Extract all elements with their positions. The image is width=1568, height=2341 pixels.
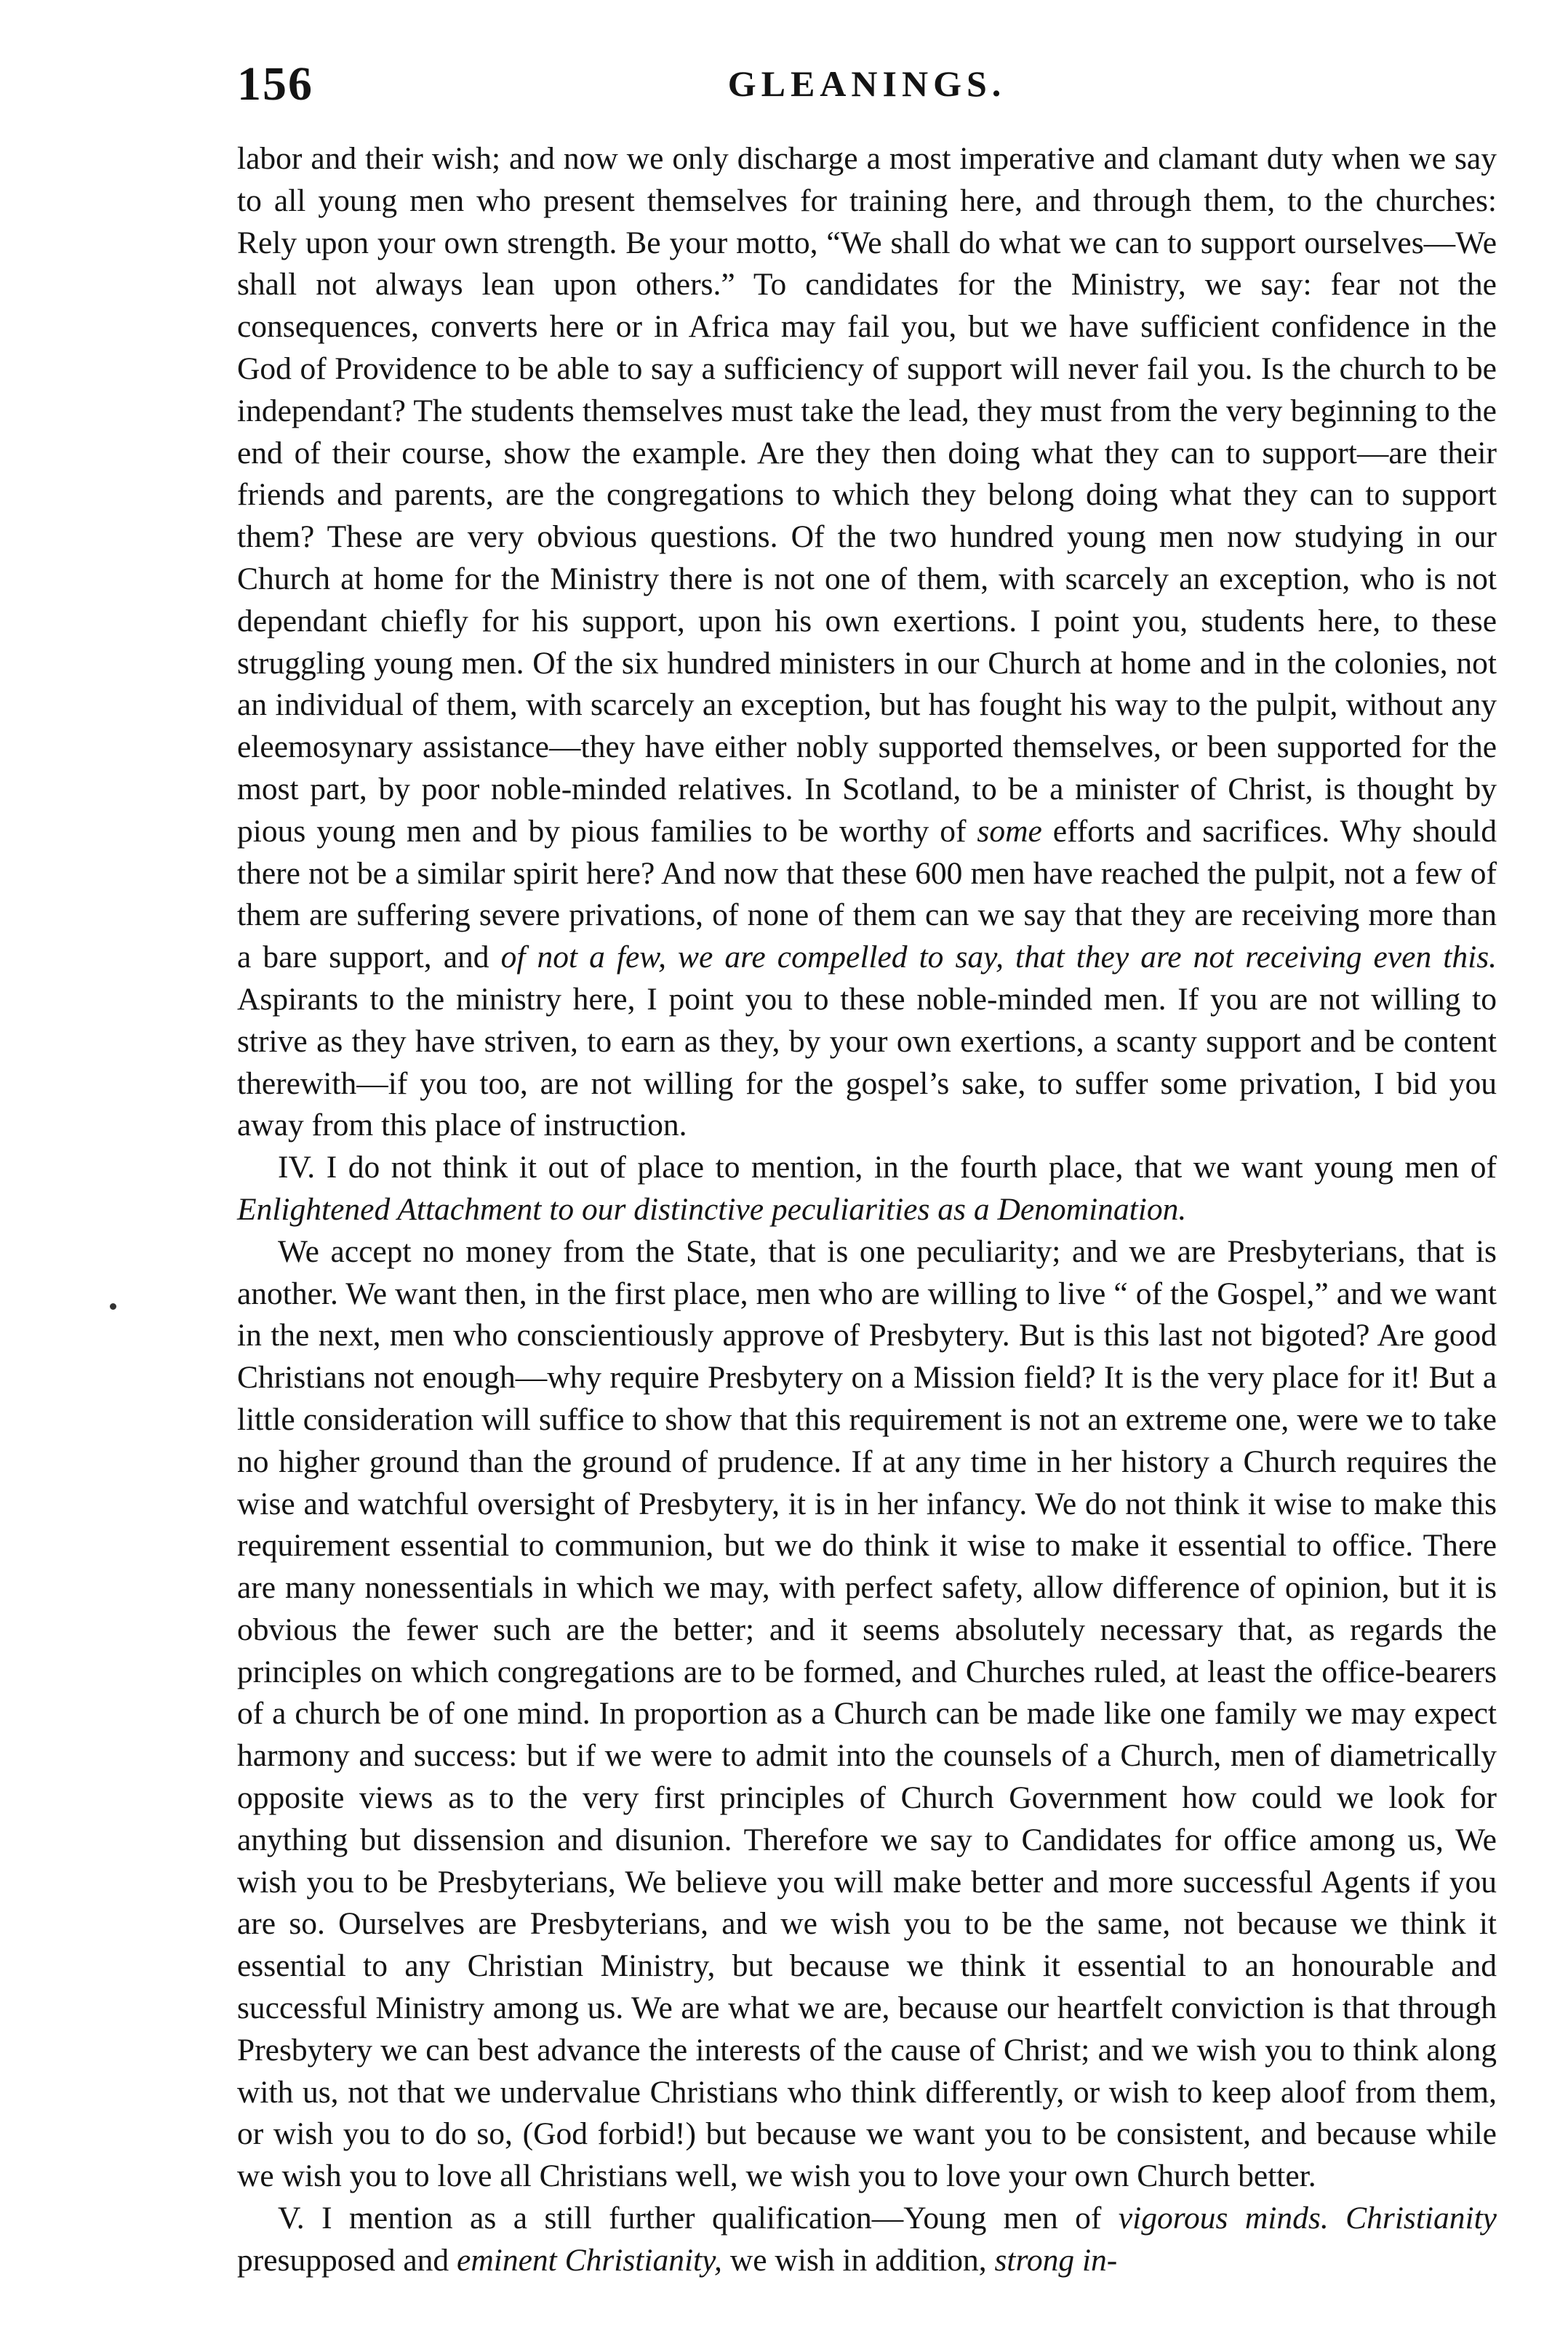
paragraph xyxy=(237,1231,1497,2198)
italic-text: eminent Christianity, xyxy=(457,2242,722,2278)
paragraph xyxy=(237,138,1497,1147)
text-run: IV. I do not think it out of place to mention, in the fourth place, that we want young men of xyxy=(278,1150,1497,1185)
italic-text: Enlightened Attachment to our distinctive peculiarities as a Denomination. xyxy=(237,1191,1187,1227)
paragraph xyxy=(237,1147,1497,1231)
text-run: V. I mention as a still further qualification—Young men of xyxy=(278,2201,1119,2236)
italic-text: some xyxy=(977,813,1042,849)
text-run: we wish in addition, xyxy=(721,2242,995,2278)
italic-text: vigorous minds. Christianity xyxy=(1118,2201,1497,2236)
print-speck xyxy=(110,1303,116,1310)
paragraph xyxy=(237,2198,1497,2282)
page-number: 156 xyxy=(237,57,313,111)
page-header xyxy=(237,52,1497,132)
italic-text: of not a few, we are compelled to say, that they are not receiving even this. xyxy=(500,940,1497,975)
running-head: GLEANINGS. xyxy=(727,63,1007,104)
italic-text: strong in- xyxy=(994,2242,1118,2278)
body-text xyxy=(237,138,1497,2282)
text-run: We accept no money from the State, that is one peculiarity; and we are Presbyterians, that is another. We want then, in the first place, men who are willing to live “ of the Gospel,” and we want in the next, men who conscientiously approve of Presbytery. But is this last not bigoted? Are good Christians not enough—why require Presbytery on a Mission field? It is the very place for it! But a little consideration will suffice to show that this requirement is not an extreme one, were we to take no higher ground than the ground of prudence. If at any time in her history a Church requires the wise and watchful oversight of Presbytery, it is in her infancy. We do not think it wise to make this requirement essential to communion, but we do think it wise to make it essential to office. There are many nonessentials in which we may, with perfect safety, allow difference of opinion, but it is obvious the fewer such are the better; and it seems absolutely necessary that, as regards the principles on which congregations are to be formed, and Churches ruled, at least the office-bearers of a church be of one mind. In proportion as a Church can be made like one family we may expect harmony and success: but if we were to admit into the counsels of a Church, men of diametrically opposite views as to the very first principles of Church Government how could we look for anything but dissension and disunion. Therefore we say to Candidates for office among us, We wish you to be Presbyterians, We believe you will make better and more successful Agents if you are so. Ourselves are Presbyterians, and we wish you to be the same, not because we think it essential to any Christian Ministry, but because we think it essential to an honourable and successful Ministry among us. We are what we are, because our heartfelt conviction is that through Presbytery we can best advance the interests of the cause of Christ; and we wish you to think along with us, not that we undervalue Christians who think differently, or wish to keep aloof from them, or wish you to do so, (God forbid!) but because we want you to be consistent, and because while we wish you to love all Christians well, we wish you to love your own Church better. xyxy=(237,1233,1497,2194)
text-run: labor and their wish; and now we only discharge a most imperative and clamant duty when we say to all young men who present themselves for training here, and through them, to the churches: Rely upon your own strength. Be your motto, “We shall do what we can to support ourselves—We shall not always lean upon others.” To candidates for the Ministry, we say: fear not the consequences, converts here or in Africa may fail you, but we have sufficient confidence in the God of Providence to be able to say a sufficiency of support will never fail you. Is the church to be independant? The students themselves must take the lead, they must from the very beginning to the end of their course, show the example. Are they then doing what they can to support—are their friends and parents, are the congregations to which they belong doing what they can to support them? These are very obvious questions. Of the two hundred young men now studying in our Church at home for the Ministry there is not one of them, with scarcely an exception, who is not dependant chiefly for his support, upon his own exertions. I point you, students here, to these struggling young men. Of the six hundred ministers in our Church at home and in the colonies, not an individual of them, with scarcely an exception, but has fought his way to the pulpit, without any eleemosynary assistance—they have either nobly supported themselves, or been supported for the most part, by poor noble-minded relatives. In Scotland, to be a minister of Christ, is thought by pious young men and by pious families to be worthy of xyxy=(237,141,1497,849)
text-run: efforts and sacrifices. Why should there not be a similar spirit here? And now that these 600 men have reached the pulpit, not a few of them are suffering severe privations, of none of them can we say that they are receiving more than a bare support, and xyxy=(237,813,1497,975)
text-run: presupposed and xyxy=(237,2242,457,2278)
text-run: Aspirants to the ministry here, I point you to these noble-minded men. If you are not willing to strive as they have striven, to earn as they, by your own exertions, a scanty support and be content therewith—if you too, are not willing for the gospel’s sake, to suffer some privation, I bid you away from this place of instruction. xyxy=(237,981,1497,1143)
